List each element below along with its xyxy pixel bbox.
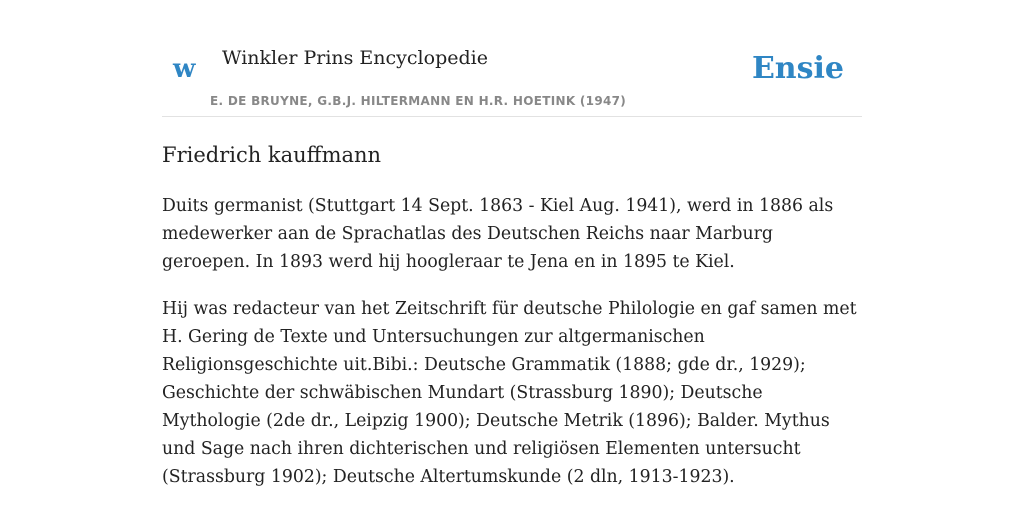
ensie-brand-logo[interactable]: Ensie: [751, 51, 844, 86]
entry-title: Friedrich kauffmann: [162, 143, 382, 167]
entry-paragraph: Hij was redacteur van het Zeitschrift für deutsche Philologie en gaf samen met H. Gering de Texte und Untersuchungen zur altgermanischen Religionsgeschichte uit.Bibi.: Deutsche Grammatik (1888; gde dr., 1929); Geschichte der schwäbischen Mundart (Strassburg 1890); Deutsche Mythologie (2de dr., Leipzig 1900); Deutsche Metrik (1896); Balder. Mythus und Sage nach ihren dichterischen und religiösen Elementen untersucht (Strassburg 1902); Deutsche Altertumskunde (2 dln, 1913-1923).: [162, 299, 857, 487]
entry-body: [162, 192, 862, 510]
authors-line: E. DE BRUYNE, G.B.J. HILTERMANN EN H.R. HOETINK (1947): [210, 94, 627, 108]
encyclopedia-title-link[interactable]: Winkler Prins Encyclopedie: [222, 47, 488, 69]
article-card: [162, 0, 862, 487]
entry-paragraph: Duits germanist (Stuttgart 14 Sept. 1863 - Kiel Aug. 1941), werd in 1886 als medewerker aan de Sprachatlas des Deutschen Reichs naar Marburg geroepen. In 1893 werd hij hoogleraar te Jena en in 1895 te Kiel.: [162, 196, 834, 272]
source-header: [162, 0, 862, 117]
encyclopedia-logo-icon[interactable]: w: [173, 54, 196, 84]
